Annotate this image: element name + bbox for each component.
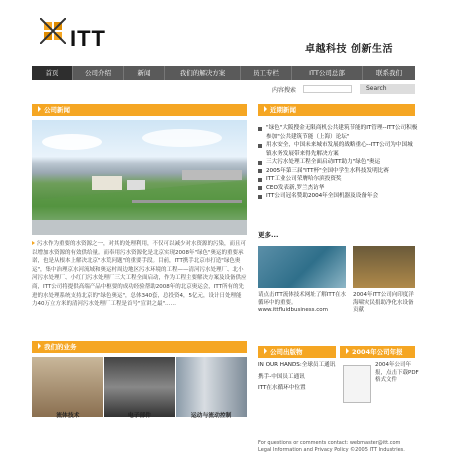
business-photos xyxy=(32,357,247,417)
nav-about[interactable]: 公司介绍 xyxy=(85,69,111,77)
publications-list xyxy=(258,362,338,393)
list-item[interactable]: 三大污水处理工程全面启动ITT助力"绿色"奥运 xyxy=(258,158,418,167)
slogan: 卓越科技 创新生活 xyxy=(305,44,393,55)
annual-report-header: 2004年公司年报 xyxy=(340,346,415,358)
search-button[interactable]: Search xyxy=(360,84,415,94)
nav-home[interactable]: 首页 xyxy=(32,66,72,80)
triangle-icon xyxy=(38,343,41,349)
business-label[interactable]: 电子部件 xyxy=(127,413,152,419)
footer-contact[interactable]: For questions or comments contact: webmaster@itt.com xyxy=(258,440,401,446)
list-item[interactable]: "绿色"大阪搜金无限商机公共建筑节能的IT管理--ITT公司积极参加"公共建筑节能（上海）论坛" xyxy=(258,124,418,141)
triangle-icon xyxy=(264,106,267,112)
fluid-world-banner[interactable] xyxy=(258,246,346,288)
list-item[interactable]: CEO发表新,罗兰杰访华 xyxy=(258,184,418,193)
list-item[interactable]: IN OUR HANDS:全球员工通讯 xyxy=(258,362,336,368)
brand-name[interactable]: ITT xyxy=(70,26,106,51)
triangle-icon xyxy=(264,348,267,354)
business-labels xyxy=(32,410,247,419)
itt-logo-icon[interactable] xyxy=(40,18,66,44)
list-item[interactable]: ITT工业公司荣膺哈尔滨投资奖 xyxy=(258,175,418,184)
footer xyxy=(258,440,405,453)
list-item[interactable]: 用水安全，中国未来城市发展的战略重心--ITT公司为中国城镇水务发展带来得先解决方案 xyxy=(258,141,418,158)
nav-solutions[interactable]: 我们的解决方案 xyxy=(179,69,226,77)
news-photo[interactable] xyxy=(32,120,247,235)
electronics-photo[interactable] xyxy=(104,357,175,417)
list-item[interactable]: ITT在水循环中位置 xyxy=(258,385,306,392)
tsunami-aid-image[interactable] xyxy=(353,246,415,288)
annual-report-text[interactable]: 2004年公司年报，点击下载PDF格式文件 xyxy=(375,362,419,383)
publications-header: 公司出版物 xyxy=(258,346,336,358)
nav-contact[interactable]: 联系我们 xyxy=(376,69,402,77)
triangle-icon xyxy=(38,106,41,112)
ad-caption[interactable]: 请点击ITT流体技术网址了解ITT在水循环中的重要。www.ittfluidbusiness.com xyxy=(258,292,346,313)
ad-caption[interactable]: 2004年ITT公司向印度洋海啸灾民捐助净化水设备贡献 xyxy=(353,292,414,313)
fluid-photo[interactable] xyxy=(32,357,103,417)
triangle-icon xyxy=(346,348,349,354)
business-label[interactable]: 运动与流动控制 xyxy=(190,413,232,419)
more-link[interactable]: 更多... xyxy=(258,231,279,239)
list-item[interactable]: ITT公司冠名赞助2004年全国机器及设备年会 xyxy=(258,192,418,201)
list-item[interactable]: 携手-中国员工通讯 xyxy=(258,373,305,380)
nav-employees[interactable]: 员工专栏 xyxy=(253,69,279,77)
main-nav xyxy=(32,66,415,80)
news-body: 污水作为重要的水资源之一，对其的处理利用，不仅可以减少对水资源的污染，而且可以增加水资源的有效供给量。而奉用污水资源化是北京实现2008年"绿色"奥运的重要承诺，也是从根本上解决北京"水荒问题"的重要手段。目前，ITT携手北京市打造"绿色奥运"，集中治理京水河流域和奥运村周边地区污水环境的工程——清河污水处理厂、北小河污水处理厂、小红门污水处理厂三大工程全面启动，作为工程主要解决方案及设备供应商，ITT公司将提供高端产品中枢要的成功经验帮助2008年的北京奥运会，ITT所有的先进的水处理系统支持北京的"绿色奥运"，总体340套，总投资4，5亿元，设计日处理能力40万立方米的清河污水处理厂工程是首号"宣讲之最"…… xyxy=(32,241,247,308)
footer-legal[interactable]: Legal Information and Privacy Policy ©2005 ITT Industries. xyxy=(258,446,405,453)
recent-news-list xyxy=(258,124,418,201)
search-input[interactable] xyxy=(303,85,352,93)
list-item[interactable]: 2005年第三届"ITT杯"全国中学生水科技发明比赛 xyxy=(258,167,418,176)
nav-news[interactable]: 新闻 xyxy=(137,69,151,77)
bullet-icon xyxy=(32,241,35,245)
business-label[interactable]: 流体技术 xyxy=(56,413,80,419)
company-news-header: 公司新闻 xyxy=(32,104,247,116)
search-label: 内容搜索 xyxy=(272,87,297,94)
motion-photo[interactable] xyxy=(176,357,247,417)
nav-headquarters[interactable]: ITT公司总部 xyxy=(309,69,345,77)
business-header: 我们的业务 xyxy=(32,341,247,353)
annual-report-thumbnail[interactable] xyxy=(343,365,371,403)
recent-news-header: 近期新闻 xyxy=(258,104,415,116)
